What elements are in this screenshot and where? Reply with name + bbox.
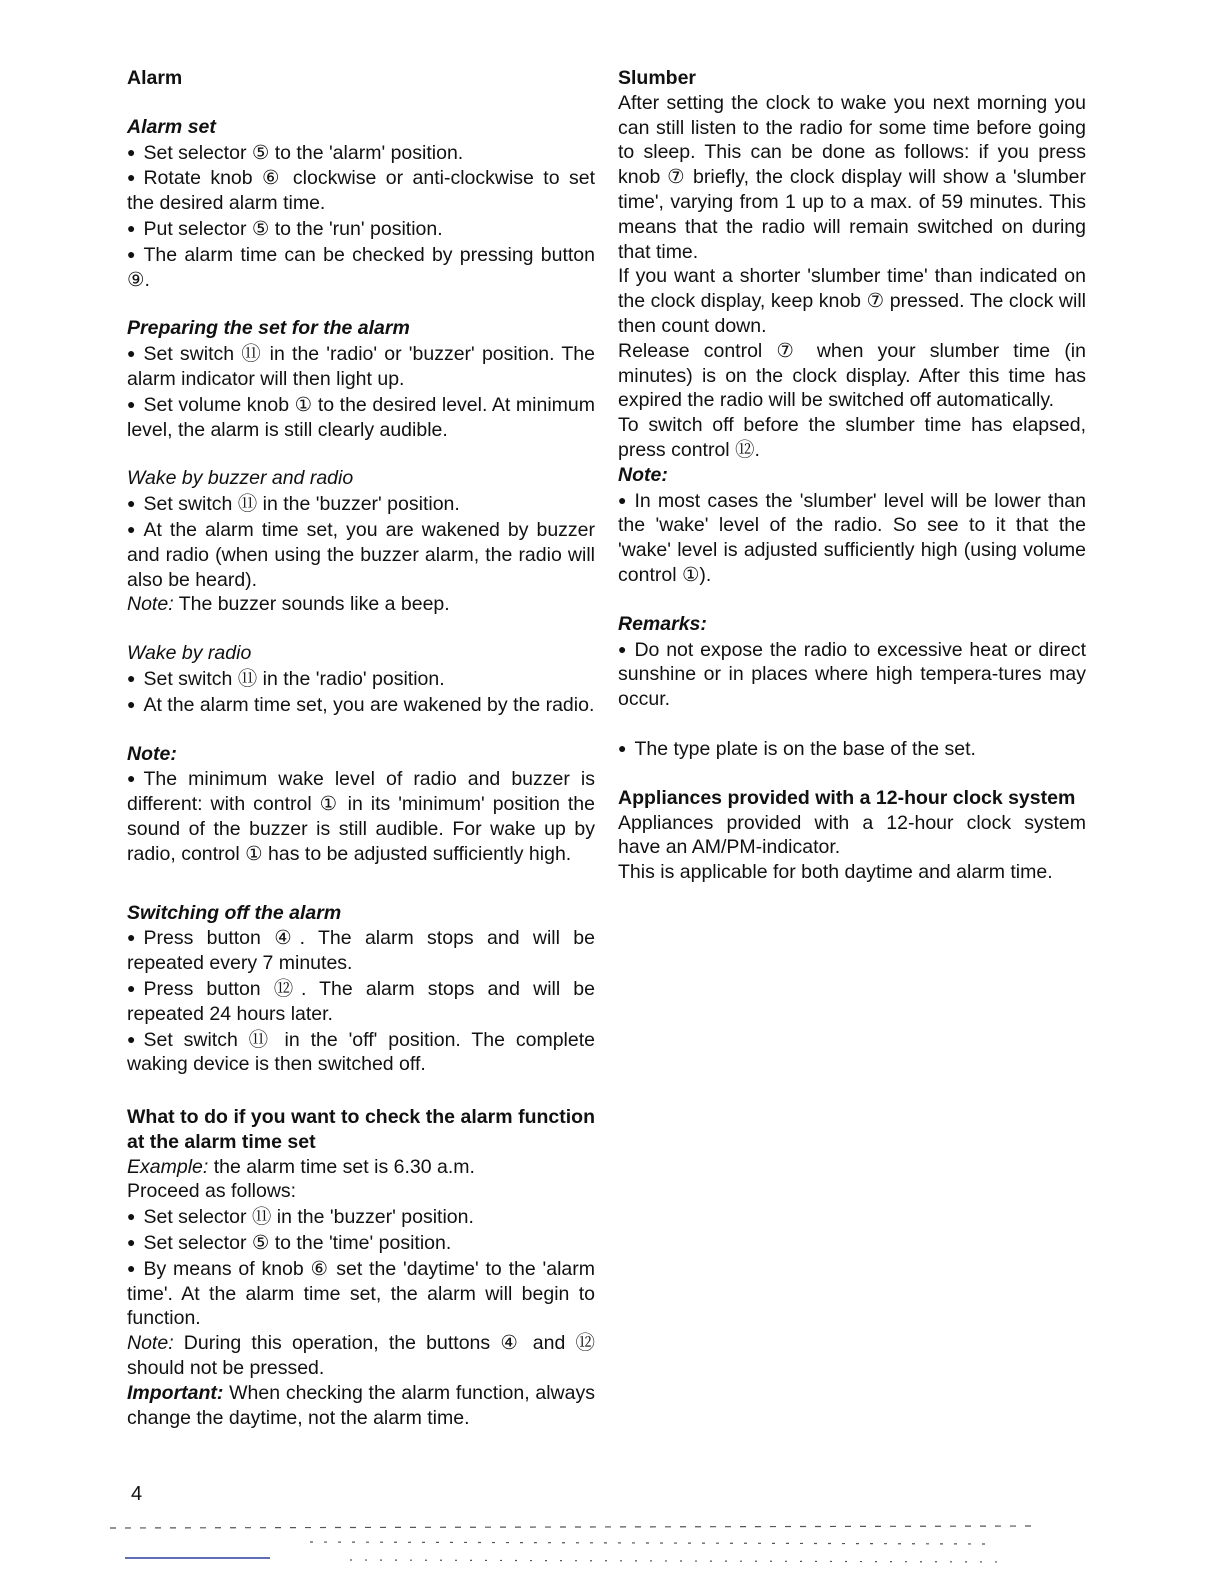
check-item-3: ● By means of knob ⑥ set the 'daytime' to the 'alarm time'. At the alarm time set, the alarm will begin to function.: [127, 1256, 595, 1331]
wake-buzzer-radio-item-2: ● At the alarm time set, you are wakened by buzzer and radio (when using the buzzer alarm, the radio will also be heard).: [127, 517, 595, 592]
slumber-section: [618, 66, 1086, 588]
note-section: [127, 742, 595, 867]
check-proceed: Proceed as follows:: [127, 1180, 297, 1203]
preparing-section: [127, 316, 595, 442]
check-section: [127, 1105, 595, 1430]
note-text: The buzzer sounds like a beep.: [178, 593, 450, 616]
remarks-section: [618, 612, 1086, 762]
right-column: [618, 66, 1086, 909]
check-item-1: ● Set selector ⑪ in the 'buzzer' position.: [127, 1204, 595, 1230]
preparing-item-1: ● Set switch ⑪ in the 'radio' or 'buzzer' position. The alarm indicator will then light up.: [127, 341, 595, 392]
note-item-1: ● The minimum wake level of radio and buzzer is different: with control ① in its 'minimum' position the sound of the buzzer is still audible. For wake up by radio, control ① has to be adjusted sufficiently high.: [127, 766, 595, 866]
wake-radio-heading: Wake by radio: [127, 642, 252, 665]
slumber-paragraph-4: To switch off before the slumber time has elapsed, press control ⑫.: [618, 414, 1086, 461]
alarm-set-heading: Alarm set: [127, 115, 216, 138]
example-text: the alarm time set is 6.30 a.m.: [213, 1155, 475, 1178]
check-note-text: During this operation, the buttons ④ and ⑫ should not be pressed.: [127, 1332, 595, 1380]
check-important: [127, 1381, 595, 1431]
check-note: [127, 1331, 595, 1381]
alarm-set-item-4: ● The alarm time can be checked by pressing button ⑨.: [127, 242, 595, 293]
wake-radio-section: [127, 641, 595, 717]
alarm-set-section: [127, 115, 595, 293]
switching-off-section: [127, 901, 595, 1078]
appliances-paragraph-1: Appliances provided with a 12-hour clock system have an AM/PM-indicator.: [618, 811, 1086, 859]
wake-buzzer-radio-heading: Wake by buzzer and radio: [127, 467, 354, 490]
slumber-paragraph-2: If you want a shorter 'slumber time' than indicated on the clock display, keep knob ⑦ pressed. The clock will then count down.: [618, 265, 1086, 337]
switching-off-item-2: ● Press button ⑫. The alarm stops and will be repeated 24 hours later.: [127, 976, 595, 1027]
appliances-paragraph-2: This is applicable for both daytime and alarm time.: [618, 861, 1053, 884]
wake-buzzer-radio-item-1: ● Set switch ⑪ in the 'buzzer' position.: [127, 491, 595, 517]
alarm-title: Alarm: [127, 67, 183, 89]
check-item-2: ● Set selector ⑤ to the 'time' position.: [127, 1230, 595, 1256]
important-text: When checking the alarm function, always change the daytime, not the alarm time.: [127, 1381, 595, 1429]
wake-radio-item-1: ● Set switch ⑪ in the 'radio' position.: [127, 666, 595, 692]
note-label: Note:: [127, 593, 174, 616]
preparing-heading: Preparing the set for the alarm: [127, 317, 410, 340]
slumber-note-heading: Note:: [618, 463, 668, 486]
slumber-paragraph-3: Release control ⑦ when your slumber time (in minutes) is on the clock display. After this time has expired the radio will be switched off automatically.: [618, 339, 1086, 412]
important-label: Important:: [127, 1381, 224, 1404]
check-note-label: Note:: [127, 1332, 174, 1355]
scan-artifact-lines: [110, 1520, 1050, 1570]
remarks-item-1: ● Do not expose the radio to excessive heat or direct sunshine or in places where high tempera-tures may occur.: [618, 637, 1086, 712]
example-label: Example:: [127, 1155, 209, 1178]
remarks-item-2: ● The type plate is on the base of the set.: [618, 736, 1086, 762]
slumber-heading: Slumber: [618, 67, 697, 89]
page-number: 4: [131, 1483, 143, 1505]
switching-off-heading: Switching off the alarm: [127, 901, 342, 924]
alarm-section: [127, 66, 595, 91]
wake-buzzer-radio-note: [127, 592, 595, 617]
note-heading: Note:: [127, 742, 177, 765]
alarm-set-item-1: ● Set selector ⑤ to the 'alarm' position.: [127, 140, 595, 166]
wake-radio-item-2: ● At the alarm time set, you are wakened by the radio.: [127, 692, 595, 718]
slumber-paragraph-1: After setting the clock to wake you next morning you can still listen to the radio for some time before going to sleep. This can be done as follows: if you press knob ⑦ briefly, the clock display will show a 'slumber time', varying from 1 up to a max. of 59 minutes. This means that the radio will remain switched on during that time.: [618, 91, 1086, 263]
check-heading: What to do if you want to check the alarm function at the alarm time set: [127, 1106, 595, 1153]
alarm-set-item-3: ● Put selector ⑤ to the 'run' position.: [127, 216, 595, 242]
slumber-note-item-1: ● In most cases the 'slumber' level will be lower than the 'wake' level of the radio. So see to it that the 'wake' level is adjusted sufficiently high (using volume control ①).: [618, 488, 1086, 588]
alarm-set-item-2: ● Rotate knob ⑥ clockwise or anti-clockwise to set the desired alarm time.: [127, 165, 595, 216]
switching-off-item-3: ● Set switch ⑪ in the 'off' position. The complete waking device is then switched off.: [127, 1027, 595, 1078]
wake-buzzer-radio-section: [127, 466, 595, 617]
left-column: [127, 66, 595, 1454]
switching-off-item-1: ● Press button ④. The alarm stops and will be repeated every 7 minutes.: [127, 925, 595, 976]
preparing-item-2: ● Set volume knob ① to the desired level. At minimum level, the alarm is still clearly audible.: [127, 392, 595, 443]
check-example: [127, 1155, 595, 1180]
appliances-section: [618, 786, 1086, 885]
appliances-heading: Appliances provided with a 12-hour clock system: [618, 786, 1076, 809]
remarks-heading: Remarks:: [618, 612, 707, 635]
